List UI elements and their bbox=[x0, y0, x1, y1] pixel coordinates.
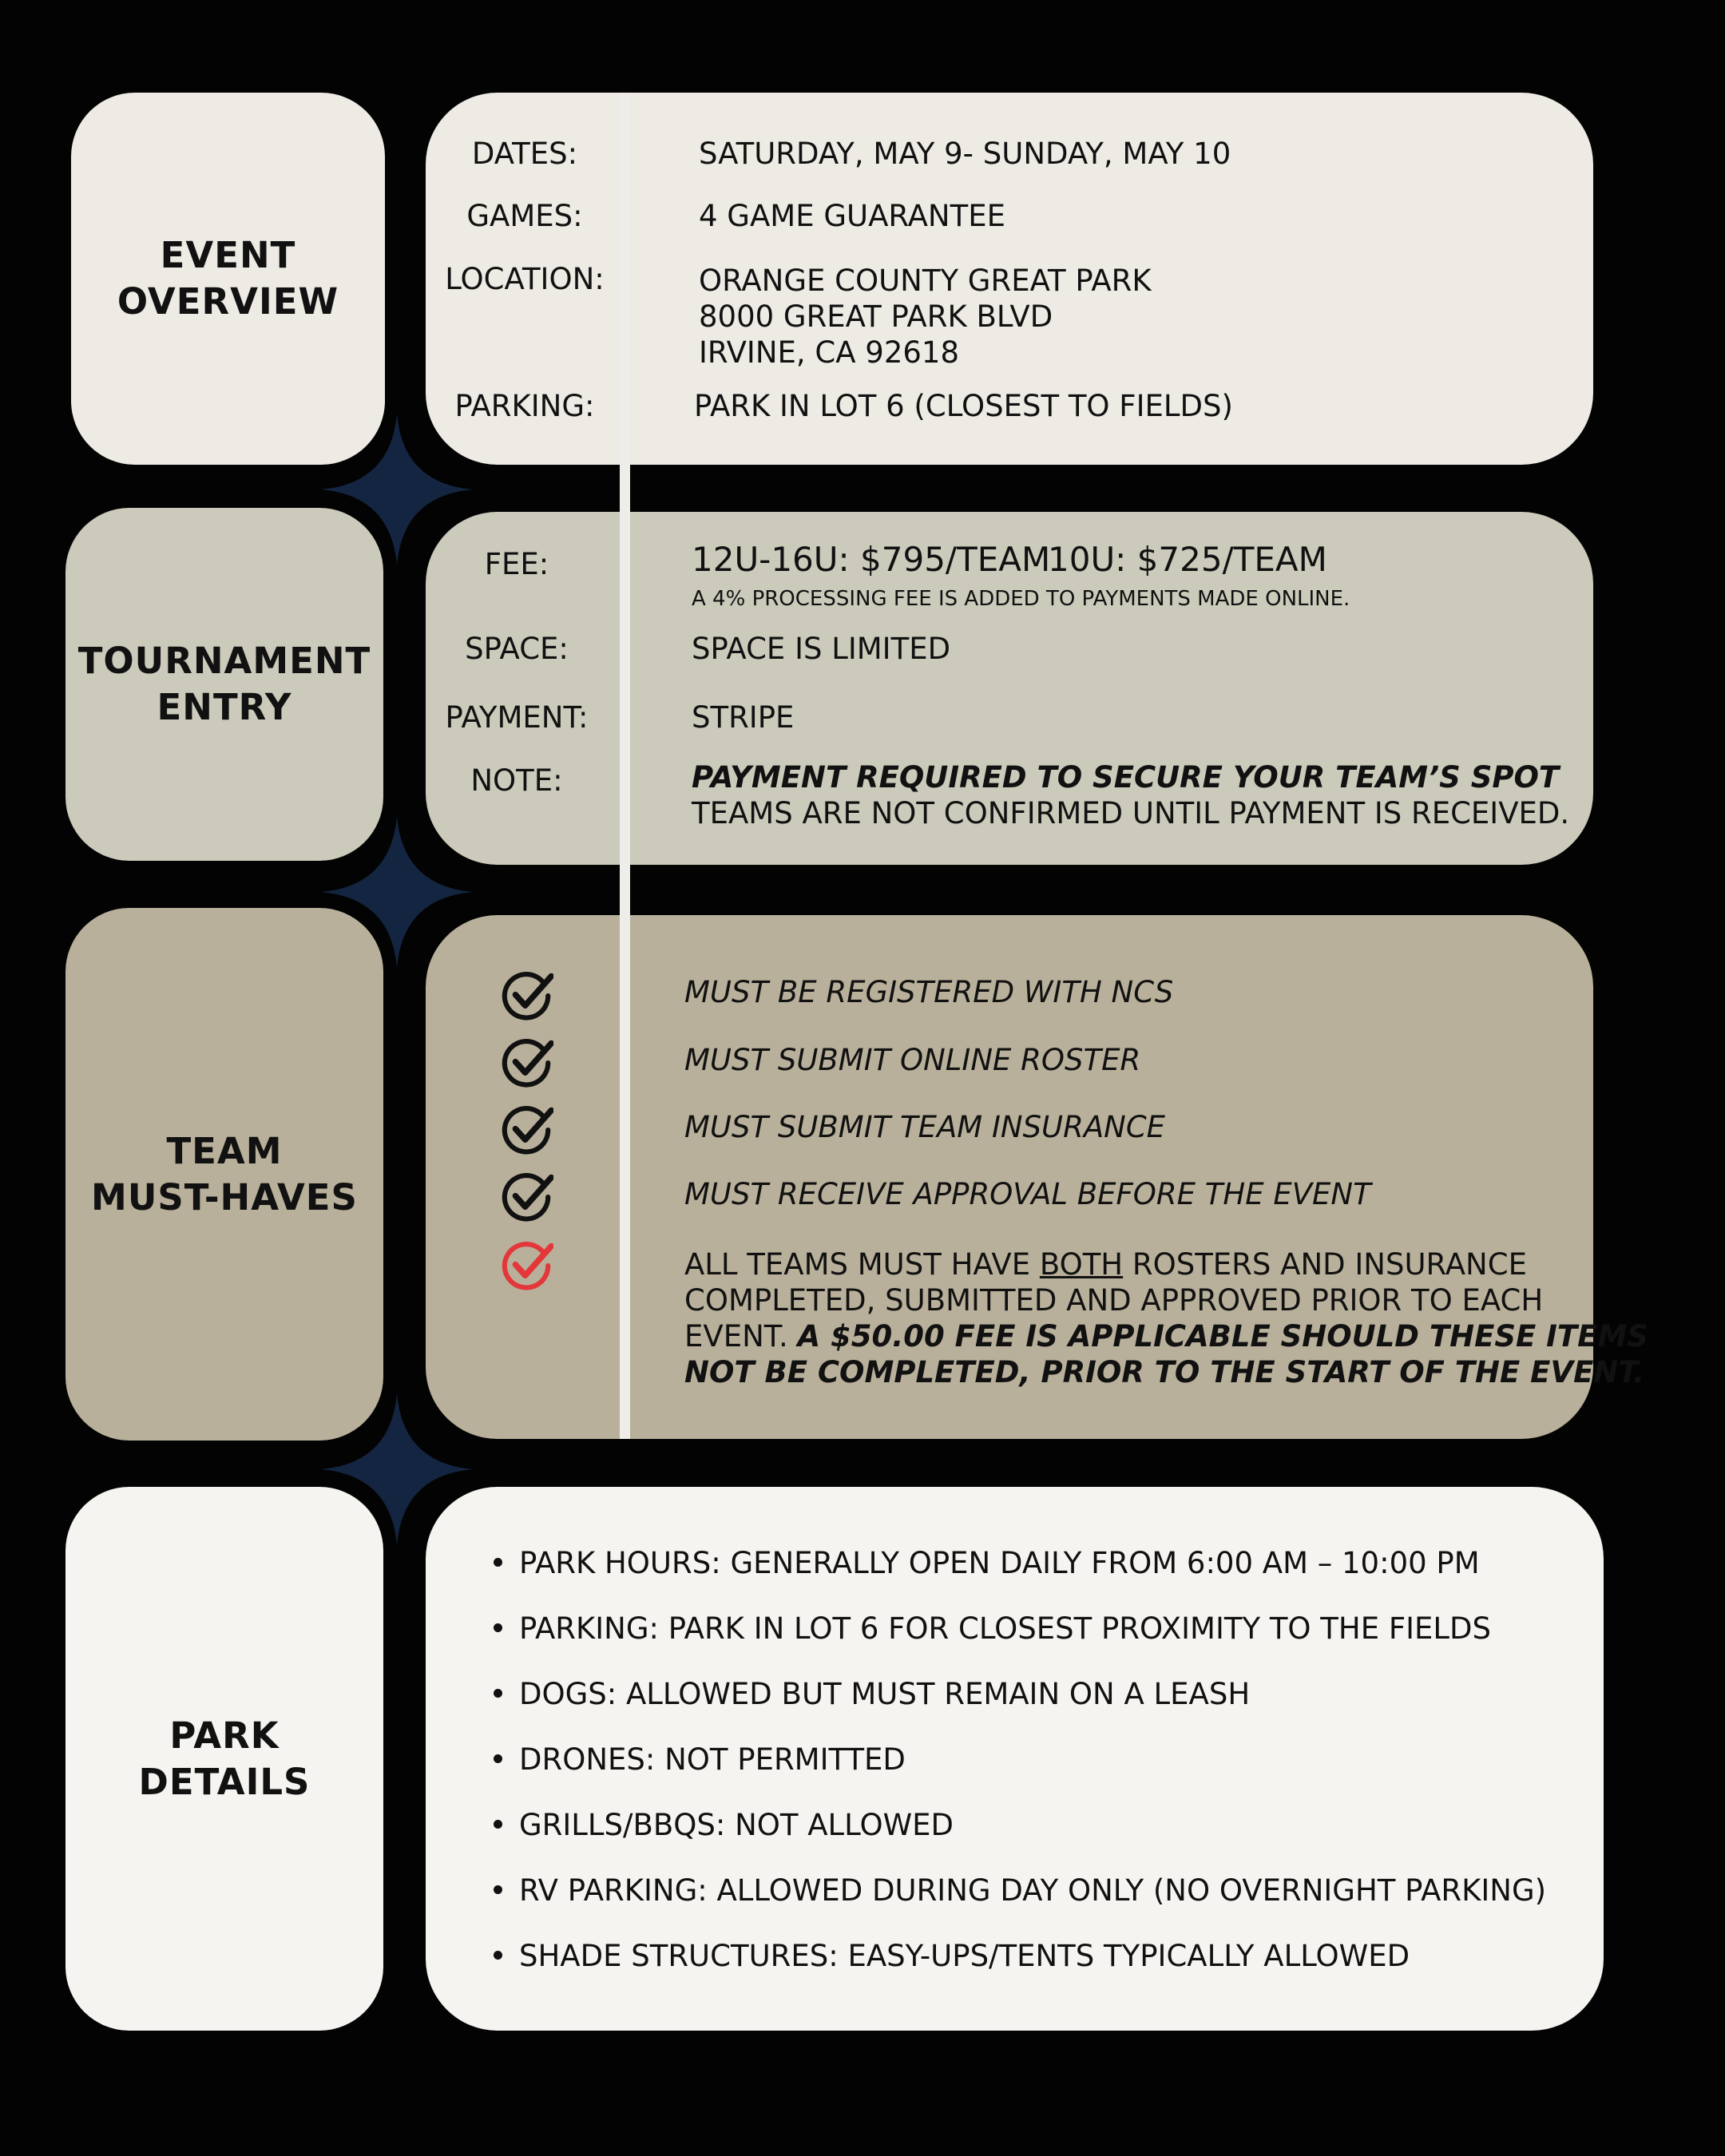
list-item bbox=[494, 1938, 1546, 2003]
heading-line: ENTRY bbox=[157, 686, 292, 728]
fee-label: FEE: bbox=[484, 547, 549, 581]
parking-label: PARKING: bbox=[454, 389, 595, 423]
games-label: GAMES: bbox=[466, 199, 583, 233]
park-detail-text: PARKING: PARK IN LOT 6 FOR CLOSEST PROXIMITY TO THE FIELDS bbox=[519, 1611, 1492, 1646]
policy-text: ALL TEAMS MUST HAVE bbox=[684, 1247, 1040, 1282]
checkmark-circle-icon bbox=[499, 1036, 553, 1090]
event-overview-heading bbox=[71, 93, 385, 465]
checkmark-circle-icon bbox=[499, 969, 553, 1023]
location-line: IRVINE, CA 92618 bbox=[699, 335, 960, 370]
space-label: SPACE: bbox=[465, 632, 569, 666]
park-detail-text: DOGS: ALLOWED BUT MUST REMAIN ON A LEASH bbox=[519, 1677, 1251, 1711]
bullet-icon bbox=[494, 1689, 502, 1698]
dates-value: SATURDAY, MAY 9- SUNDAY, MAY 10 bbox=[699, 137, 1231, 171]
requirement-item: MUST SUBMIT ONLINE ROSTER bbox=[684, 1043, 1141, 1077]
requirement-policy-line: COMPLETED, SUBMITTED AND APPROVED PRIOR TO EACH bbox=[684, 1283, 1544, 1318]
park-detail-text: RV PARKING: ALLOWED DURING DAY ONLY (NO OVERNIGHT PARKING) bbox=[519, 1873, 1547, 1908]
fee-value: 10U: $725/TEAM bbox=[1048, 540, 1327, 579]
policy-text: ROSTERS AND INSURANCE bbox=[1123, 1247, 1527, 1282]
park-detail-text: DRONES: NOT PERMITTED bbox=[519, 1742, 906, 1777]
location-label: LOCATION: bbox=[445, 262, 605, 296]
park-details-list bbox=[494, 1545, 1546, 2003]
heading-line: TEAM bbox=[166, 1129, 283, 1172]
list-item bbox=[494, 1676, 1546, 1742]
bullet-icon bbox=[494, 1885, 502, 1894]
fee-note: A 4% PROCESSING FEE IS ADDED TO PAYMENTS MADE ONLINE. bbox=[692, 587, 1350, 611]
bullet-icon bbox=[494, 1820, 502, 1829]
payment-label: PAYMENT: bbox=[445, 700, 589, 735]
payment-value: STRIPE bbox=[692, 700, 795, 735]
sparkle-star-icon bbox=[321, 1393, 473, 1545]
sparkle-star-icon bbox=[321, 816, 473, 968]
policy-text: EVENT. bbox=[684, 1319, 798, 1353]
bullet-icon bbox=[494, 1951, 502, 1960]
games-value: 4 GAME GUARANTEE bbox=[699, 199, 1005, 233]
requirement-policy-line bbox=[684, 1246, 1527, 1282]
parking-value: PARK IN LOT 6 (CLOSEST TO FIELDS) bbox=[694, 389, 1233, 423]
park-detail-text: SHADE STRUCTURES: EASY-UPS/TENTS TYPICALLY ALLOWED bbox=[519, 1939, 1410, 1973]
heading-line: OVERVIEW bbox=[117, 280, 339, 323]
location-line: ORANGE COUNTY GREAT PARK bbox=[699, 264, 1152, 298]
bullet-icon bbox=[494, 1558, 502, 1567]
note-text: TEAMS ARE NOT CONFIRMED UNTIL PAYMENT IS RECEIVED. bbox=[692, 796, 1570, 830]
policy-fee-warning: NOT BE COMPLETED, PRIOR TO THE START OF THE EVENT. bbox=[684, 1355, 1645, 1389]
team-must-haves-heading bbox=[65, 908, 383, 1441]
location-line: 8000 GREAT PARK BLVD bbox=[699, 299, 1053, 334]
checkmark-circle-icon bbox=[499, 1170, 553, 1224]
park-detail-text: PARK HOURS: GENERALLY OPEN DAILY FROM 6:00 AM – 10:00 PM bbox=[519, 1546, 1480, 1580]
requirement-item: MUST BE REGISTERED WITH NCS bbox=[684, 975, 1174, 1009]
note-emphasis: PAYMENT REQUIRED TO SECURE YOUR TEAM’S SPOT bbox=[692, 760, 1560, 795]
bullet-icon bbox=[494, 1754, 502, 1763]
requirement-item: MUST SUBMIT TEAM INSURANCE bbox=[684, 1110, 1166, 1144]
space-value: SPACE IS LIMITED bbox=[692, 632, 951, 666]
park-details-heading bbox=[65, 1487, 383, 2031]
fee-value: 12U-16U: $795/TEAM bbox=[692, 540, 1051, 579]
heading-line: DETAILS bbox=[138, 1760, 311, 1803]
requirement-policy-line bbox=[684, 1318, 1648, 1354]
checkmark-circle-alert-icon bbox=[499, 1239, 553, 1293]
policy-fee-warning: A $50.00 FEE IS APPLICABLE SHOULD THESE ITEMS bbox=[797, 1319, 1648, 1353]
list-item bbox=[494, 1545, 1546, 1611]
heading-line: PARK bbox=[169, 1714, 280, 1757]
list-item bbox=[494, 1742, 1546, 1807]
note-label: NOTE: bbox=[470, 763, 563, 798]
heading-line: TOURNAMENT bbox=[77, 640, 371, 682]
heading-line: EVENT bbox=[160, 234, 296, 276]
sparkle-star-icon bbox=[321, 414, 473, 565]
policy-underlined: BOTH bbox=[1039, 1247, 1124, 1282]
requirement-item: MUST RECEIVE APPROVAL BEFORE THE EVENT bbox=[684, 1177, 1371, 1211]
checkmark-circle-icon bbox=[499, 1103, 553, 1157]
bullet-icon bbox=[494, 1623, 502, 1632]
park-detail-text: GRILLS/BBQS: NOT ALLOWED bbox=[519, 1808, 954, 1842]
list-item bbox=[494, 1873, 1546, 1938]
dates-label: DATES: bbox=[471, 137, 578, 171]
list-item bbox=[494, 1611, 1546, 1676]
list-item bbox=[494, 1807, 1546, 1873]
heading-line: MUST-HAVES bbox=[91, 1175, 358, 1219]
